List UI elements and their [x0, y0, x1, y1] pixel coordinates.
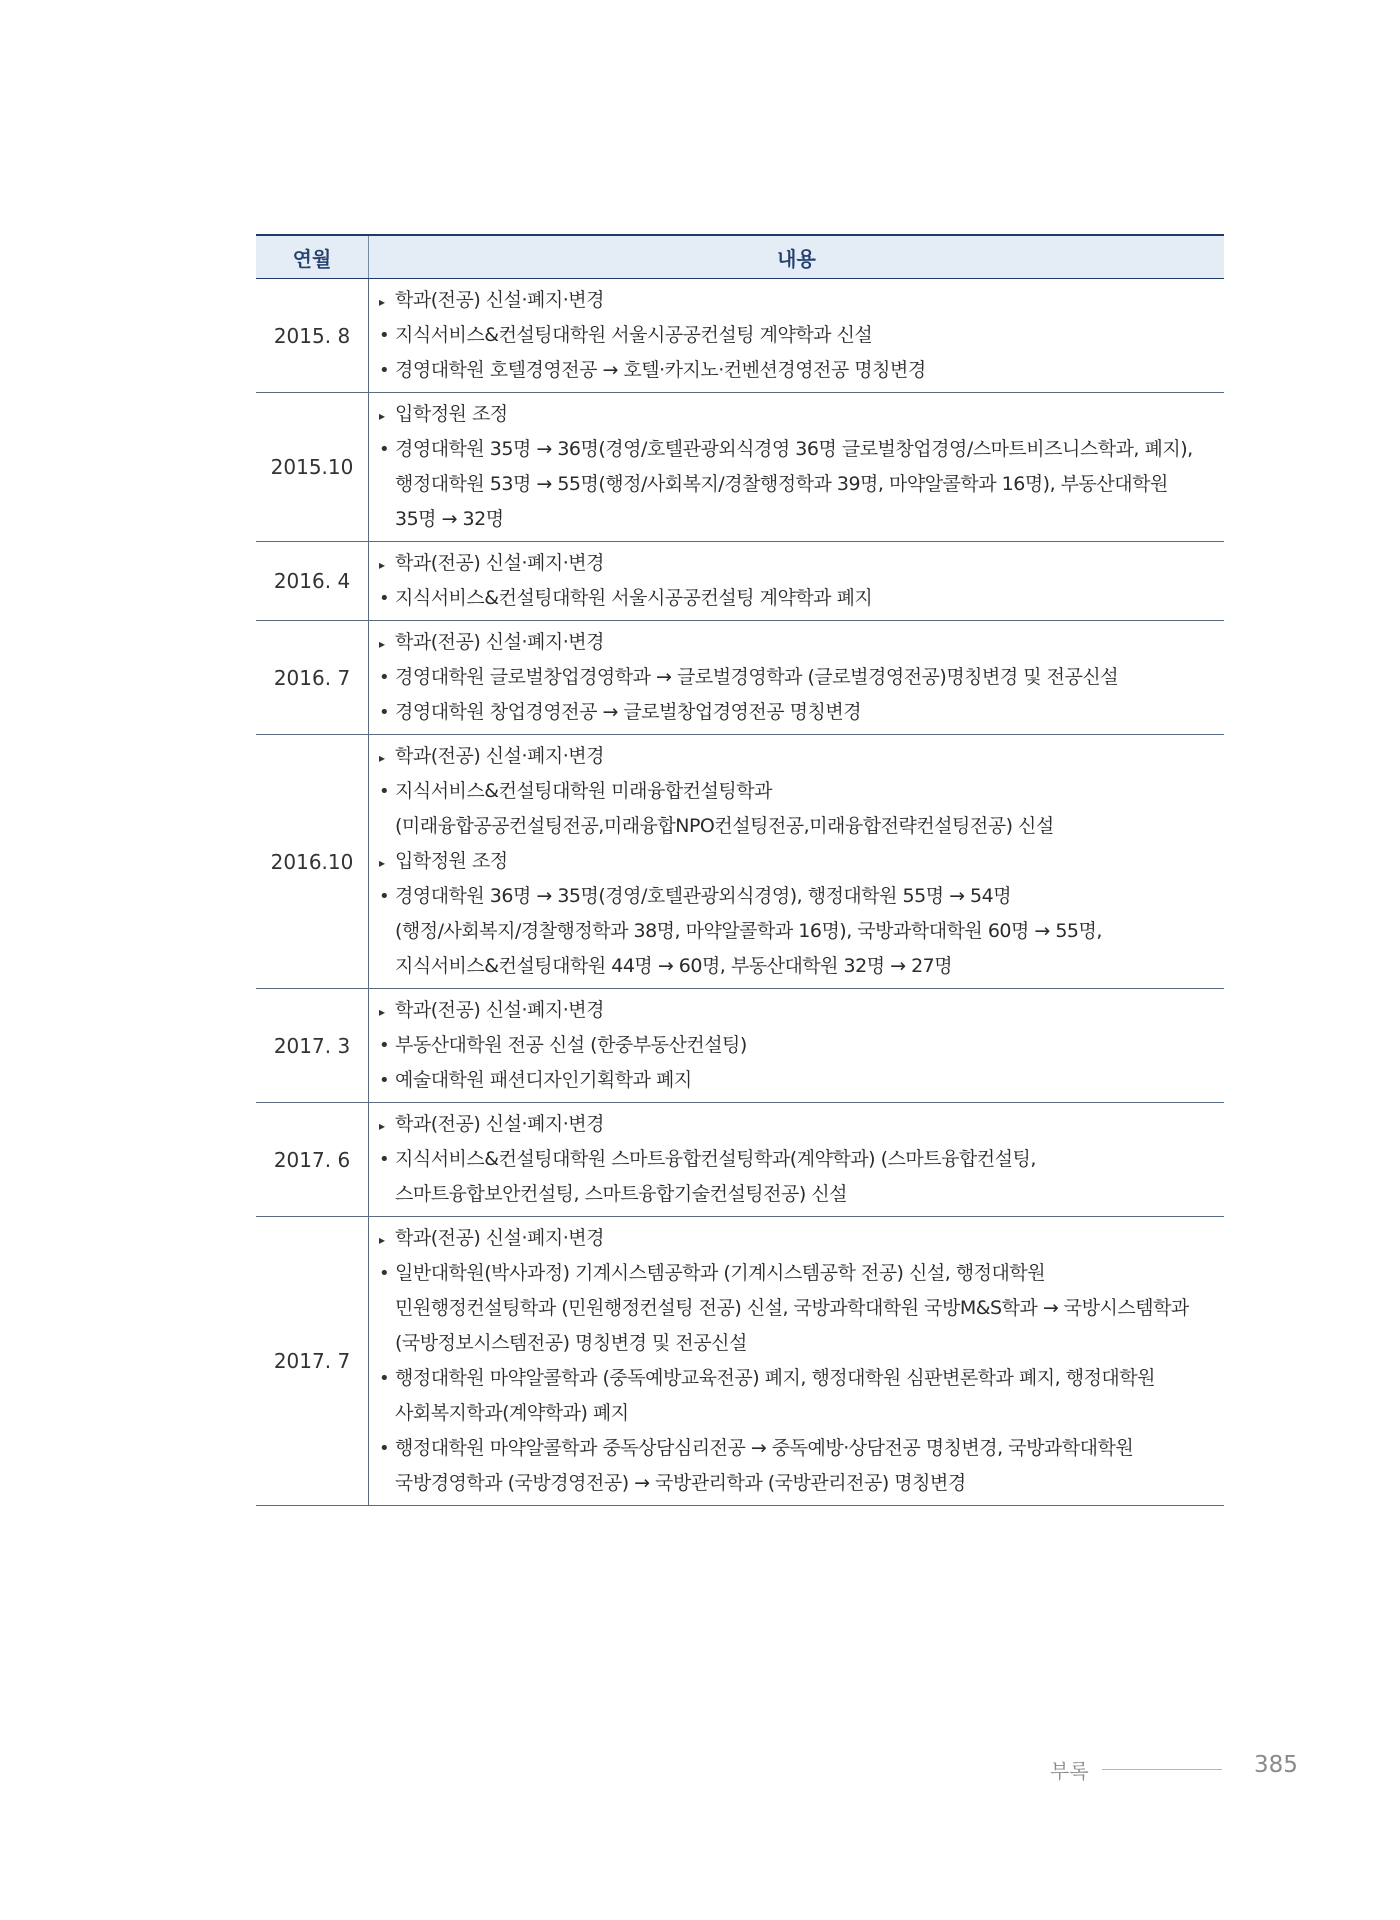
content-bullet-line: [379, 1028, 1224, 1063]
content-category-line: [379, 397, 1224, 432]
bullet-marker-icon: •: [379, 886, 390, 907]
content-continuation-line: [379, 1177, 1224, 1212]
content-text: (미래융합공공컨설팅전공,미래융합NPO컨설팅전공,미래융합전략컨설팅전공) 신설: [395, 815, 1054, 837]
content-text: 지식서비스&컨설팅대학원 서울시공공컨설팅 계약학과 신설: [395, 324, 873, 346]
content-text: 행정대학원 마약알콜학과 (중독예방교육전공) 폐지, 행정대학원 심판변론학과 폐지, 행정대학원: [395, 1367, 1155, 1389]
content-category-line: [379, 739, 1224, 774]
content-bullet-line: [379, 432, 1224, 467]
content-text: 경영대학원 호텔경영전공 → 호텔·카지노·컨벤션경영전공 명칭변경: [395, 359, 926, 381]
content-category-line: [379, 625, 1224, 660]
content-bullet-line: [379, 581, 1224, 616]
content-bullet-line: [379, 879, 1224, 914]
row-content: [369, 1103, 1225, 1217]
content-text: (행정/사회복지/경찰행정학과 38명, 마약알콜학과 16명), 국방과학대학원 60명 → 55명,: [395, 920, 1102, 942]
bullet-marker-icon: •: [379, 1149, 390, 1170]
content-text: (국방정보시스템전공) 명칭변경 및 전공신설: [395, 1332, 747, 1354]
row-content: [369, 1217, 1225, 1506]
triangle-marker-icon: ▸: [379, 295, 385, 309]
content-text: 지식서비스&컨설팅대학원 44명 → 60명, 부동산대학원 32명 → 27명: [395, 955, 953, 977]
content-bullet-line: [379, 1256, 1224, 1291]
history-table: [256, 234, 1224, 1506]
content-continuation-line: [379, 809, 1224, 844]
bullet-marker-icon: •: [379, 1368, 390, 1389]
row-date: 2017. 6: [256, 1103, 369, 1217]
bullet-marker-icon: •: [379, 1263, 390, 1284]
footer-section-label: 부록: [1050, 1759, 1089, 1783]
table-body: [256, 279, 1224, 1506]
content-category-line: [379, 546, 1224, 581]
content-text: 경영대학원 창업경영전공 → 글로벌창업경영전공 명칭변경: [395, 701, 862, 723]
content-text: 학과(전공) 신설·폐지·변경: [395, 1113, 604, 1135]
bullet-marker-icon: •: [379, 667, 390, 688]
content-text: 학과(전공) 신설·폐지·변경: [395, 289, 604, 311]
triangle-marker-icon: ▸: [379, 1233, 385, 1247]
row-content: [369, 989, 1225, 1103]
content-continuation-line: [379, 914, 1224, 949]
content-text: 경영대학원 글로벌창업경영학과 → 글로벌경영학과 (글로벌경영전공)명칭변경 및 전공신설: [395, 666, 1119, 688]
row-date: 2017. 3: [256, 989, 369, 1103]
page-number: 385: [1254, 1752, 1298, 1778]
row-content: [369, 735, 1225, 989]
content-bullet-line: [379, 1063, 1224, 1098]
content-bullet-line: [379, 695, 1224, 730]
row-date: 2016. 7: [256, 621, 369, 735]
table-row: [256, 393, 1224, 542]
triangle-marker-icon: ▸: [379, 558, 385, 572]
content-continuation-line: [379, 1466, 1224, 1501]
content-text: 입학정원 조정: [395, 403, 508, 425]
row-date: 2016.10: [256, 735, 369, 989]
table-row: [256, 1217, 1224, 1506]
row-date: 2017. 7: [256, 1217, 369, 1506]
content-text: 35명 → 32명: [395, 508, 504, 530]
content-continuation-line: [379, 502, 1224, 537]
content-text: 학과(전공) 신설·폐지·변경: [395, 999, 604, 1021]
content-continuation-line: [379, 467, 1224, 502]
content-category-line: [379, 1221, 1224, 1256]
content-text: 경영대학원 36명 → 35명(경영/호텔관광외식경영), 행정대학원 55명 → 54명: [395, 885, 1012, 907]
content-text: 지식서비스&컨설팅대학원 서울시공공컨설팅 계약학과 폐지: [395, 587, 873, 609]
content-bullet-line: [379, 1361, 1224, 1396]
triangle-marker-icon: ▸: [379, 1119, 385, 1133]
content-text: 지식서비스&컨설팅대학원 미래융합컨설팅학과: [395, 780, 772, 802]
content-text: 예술대학원 패션디자인기획학과 폐지: [395, 1069, 692, 1091]
content-text: 지식서비스&컨설팅대학원 스마트융합컨설팅학과(계약학과) (스마트융합컨설팅,: [395, 1148, 1036, 1170]
row-content: [369, 542, 1225, 621]
content-text: 행정대학원 53명 → 55명(행정/사회복지/경찰행정학과 39명, 마약알콜학과 16명), 부동산대학원: [395, 473, 1168, 495]
content-category-line: [379, 283, 1224, 318]
content-bullet-line: [379, 318, 1224, 353]
triangle-marker-icon: ▸: [379, 751, 385, 765]
table-row: [256, 989, 1224, 1103]
bullet-marker-icon: •: [379, 702, 390, 723]
content-text: 학과(전공) 신설·폐지·변경: [395, 745, 604, 767]
table-row: [256, 279, 1224, 393]
bullet-marker-icon: •: [379, 325, 390, 346]
content-text: 학과(전공) 신설·폐지·변경: [395, 1227, 604, 1249]
content-text: 스마트융합보안컨설팅, 스마트융합기술컨설팅전공) 신설: [395, 1183, 848, 1205]
bullet-marker-icon: •: [379, 439, 390, 460]
row-content: [369, 279, 1225, 393]
content-bullet-line: [379, 774, 1224, 809]
content-continuation-line: [379, 1326, 1224, 1361]
triangle-marker-icon: ▸: [379, 1005, 385, 1019]
bullet-marker-icon: •: [379, 1070, 390, 1091]
table-row: [256, 542, 1224, 621]
content-text: 부동산대학원 전공 신설 (한중부동산컨설팅): [395, 1034, 747, 1056]
content-text: 민원행정컨설팅학과 (민원행정컨설팅 전공) 신설, 국방과학대학원 국방M&S학과 → 국방시스템학과: [395, 1297, 1189, 1319]
row-content: [369, 621, 1225, 735]
content-bullet-line: [379, 353, 1224, 388]
row-content: [369, 393, 1225, 542]
bullet-marker-icon: •: [379, 360, 390, 381]
row-date: 2015.10: [256, 393, 369, 542]
content-text: 사회복지학과(계약학과) 폐지: [395, 1402, 629, 1424]
table-header-row: [256, 235, 1224, 279]
table-row: [256, 621, 1224, 735]
bullet-marker-icon: •: [379, 781, 390, 802]
content-bullet-line: [379, 1142, 1224, 1177]
table-row: [256, 1103, 1224, 1217]
content-text: 행정대학원 마약알콜학과 중독상담심리전공 → 중독예방·상담전공 명칭변경, 국방과학대학원: [395, 1437, 1134, 1459]
triangle-marker-icon: ▸: [379, 409, 385, 423]
content-category-line: [379, 1107, 1224, 1142]
content-bullet-line: [379, 660, 1224, 695]
content-text: 경영대학원 35명 → 36명(경영/호텔관광외식경영 36명 글로벌창업경영/스마트비즈니스학과, 폐지),: [395, 438, 1193, 460]
content-text: 국방경영학과 (국방경영전공) → 국방관리학과 (국방관리전공) 명칭변경: [395, 1472, 966, 1494]
bullet-marker-icon: •: [379, 588, 390, 609]
content-text: 학과(전공) 신설·폐지·변경: [395, 631, 604, 653]
bullet-marker-icon: •: [379, 1035, 390, 1056]
content-text: 학과(전공) 신설·폐지·변경: [395, 552, 604, 574]
bullet-marker-icon: •: [379, 1438, 390, 1459]
content-continuation-line: [379, 1291, 1224, 1326]
content-bullet-line: [379, 1431, 1224, 1466]
triangle-marker-icon: ▸: [379, 637, 385, 651]
row-date: 2016. 4: [256, 542, 369, 621]
content-continuation-line: [379, 949, 1224, 984]
header-date: 연월: [256, 235, 369, 279]
content-continuation-line: [379, 1396, 1224, 1431]
header-content: 내용: [369, 235, 1225, 279]
table-row: [256, 735, 1224, 989]
history-table-container: [256, 234, 1224, 1506]
row-date: 2015. 8: [256, 279, 369, 393]
footer-divider: [1102, 1769, 1222, 1770]
content-text: 일반대학원(박사과정) 기계시스템공학과 (기계시스템공학 전공) 신설, 행정대학원: [395, 1262, 1046, 1284]
content-text: 입학정원 조정: [395, 850, 508, 872]
content-category-line: [379, 844, 1224, 879]
content-category-line: [379, 993, 1224, 1028]
triangle-marker-icon: ▸: [379, 856, 385, 870]
